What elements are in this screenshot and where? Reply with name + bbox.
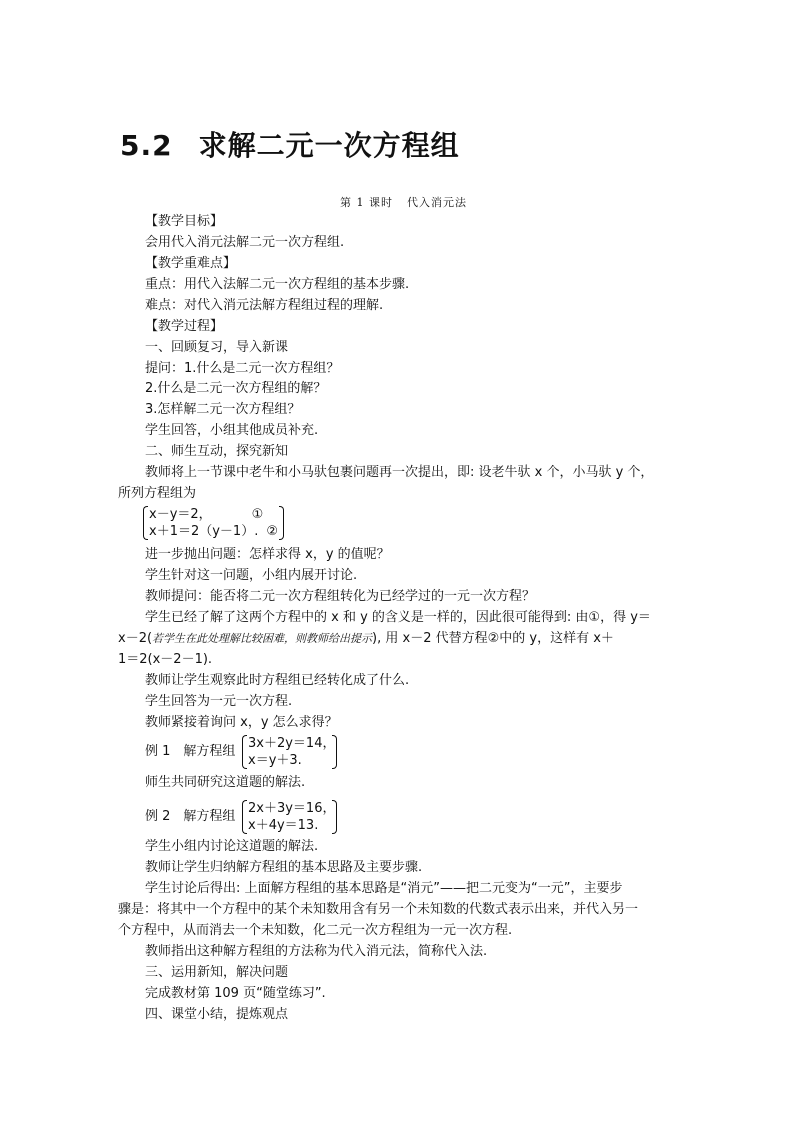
- student-answer: 学生回答，小组其他成员补充.: [145, 423, 319, 438]
- derivation-line-1: 学生已经了解了这两个方程中的 x 和 y 的含义是一样的，因此很可能得到: 由①，得 y＝: [145, 610, 651, 625]
- problem-intro-line-1: 教师将上一节课中老牛和小马驮包裹问题再一次提出，即: 设老牛驮 x 个，小马驮 y 个，: [145, 465, 654, 480]
- key-points-heading: 【教学重难点】: [145, 256, 237, 271]
- page-title: [120, 124, 460, 164]
- group-discussion-2: 学生小组内讨论这道题的解法.: [145, 839, 319, 854]
- problem-intro-line-2: 所列方程组为: [118, 486, 197, 501]
- method-name: 教师指出这种解方程组的方法称为代入消元法，简称代入法.: [145, 944, 488, 959]
- group-discussion: 学生针对这一问题，小组内展开讨论.: [145, 568, 358, 583]
- teacher-hint-note: 若学生在此处理解比较困难，则教师给出提示: [152, 632, 373, 645]
- example-2-equation-2: x＋4y＝13.: [248, 818, 319, 833]
- derivation-line-3: 1＝2(x－2－1).: [118, 652, 213, 667]
- example-2-equation-1: 2x＋3y＝16，: [248, 801, 336, 816]
- section-number: 5.2: [120, 129, 173, 162]
- equation-2: x＋1＝2（y－1）. ②: [149, 524, 278, 539]
- conclusion-line-3: 个方程中，从而消去一个未知数，化二元一次方程组为一元一次方程.: [118, 923, 513, 938]
- derivation-line-2: x－2(若学生在此处理解比较困难，则教师给出提示), 用 x－2 代替方程②中的 y，这样有 x＋: [118, 631, 614, 646]
- homework-instruction: 完成教材第 109 页“随堂练习”.: [145, 986, 326, 1001]
- section-two-heading: 二、师生互动，探究新知: [145, 444, 289, 459]
- student-answer-2: 学生回答为一元一次方程.: [145, 694, 293, 709]
- objective-heading: 【教学目标】: [145, 214, 224, 229]
- section-one-heading: 一、回顾复习，导入新课: [145, 340, 289, 355]
- lesson-subtitle: [340, 194, 467, 210]
- lesson-method: 代入消元法: [407, 196, 467, 209]
- summarize-instruction: 教师让学生归纳解方程组的基本思路及主要步骤.: [145, 860, 423, 875]
- observe-instruction: 教师让学生观察此时方程组已经转化成了什么.: [145, 673, 410, 688]
- example-1-label: 例 1 解方程组: [145, 744, 236, 759]
- section-four-heading: 四、课堂小结，提炼观点: [145, 1007, 289, 1022]
- key-point-text: 重点：用代入法解二元一次方程组的基本步骤.: [145, 277, 410, 292]
- question-three: 3.怎样解二元一次方程组？: [145, 402, 301, 417]
- example-2-system: [242, 800, 342, 834]
- follow-up-question: 进一步抛出问题：怎样求得 x，y 的值呢？: [145, 547, 390, 562]
- study-solution: 师生共同研究这道题的解法.: [145, 775, 306, 790]
- example-1-equation-1: 3x＋2y＝14，: [248, 736, 336, 751]
- question-two: 2.什么是二元一次方程组的解？: [145, 381, 327, 396]
- lesson-number: 第 1 课时: [340, 196, 393, 209]
- example-2-label: 例 2 解方程组: [145, 809, 236, 824]
- teacher-follow-up: 教师紧接着询问 x，y 怎么求得？: [145, 715, 338, 730]
- section-three-heading: 三、运用新知，解决问题: [145, 965, 289, 980]
- question-one: 提问：1.什么是二元一次方程组？: [145, 361, 340, 376]
- teacher-question: 教师提问：能否将二元一次方程组转化为已经学过的一元一次方程？: [145, 589, 536, 604]
- example-1-system: [242, 735, 342, 769]
- conclusion-line-2: 骤是：将其中一个方程中的某个未知数用含有另一个未知数的代数式表示出来，并代入另一: [118, 902, 639, 917]
- difficult-point-text: 难点：对代入消元法解方程组过程的理解.: [145, 298, 384, 313]
- example-1-equation-2: x＝y＋3.: [248, 753, 302, 768]
- process-heading: 【教学过程】: [145, 319, 224, 334]
- equation-system-intro: [143, 506, 293, 540]
- objective-text: 会用代入消元法解二元一次方程组.: [145, 235, 345, 250]
- equation-1: x－y＝2， ①: [149, 507, 264, 522]
- section-title: 求解二元一次方程组: [198, 129, 460, 162]
- conclusion-line-1: 学生讨论后得出: 上面解方程组的基本思路是“消元”——把二元变为“一元”，主要步: [145, 881, 623, 896]
